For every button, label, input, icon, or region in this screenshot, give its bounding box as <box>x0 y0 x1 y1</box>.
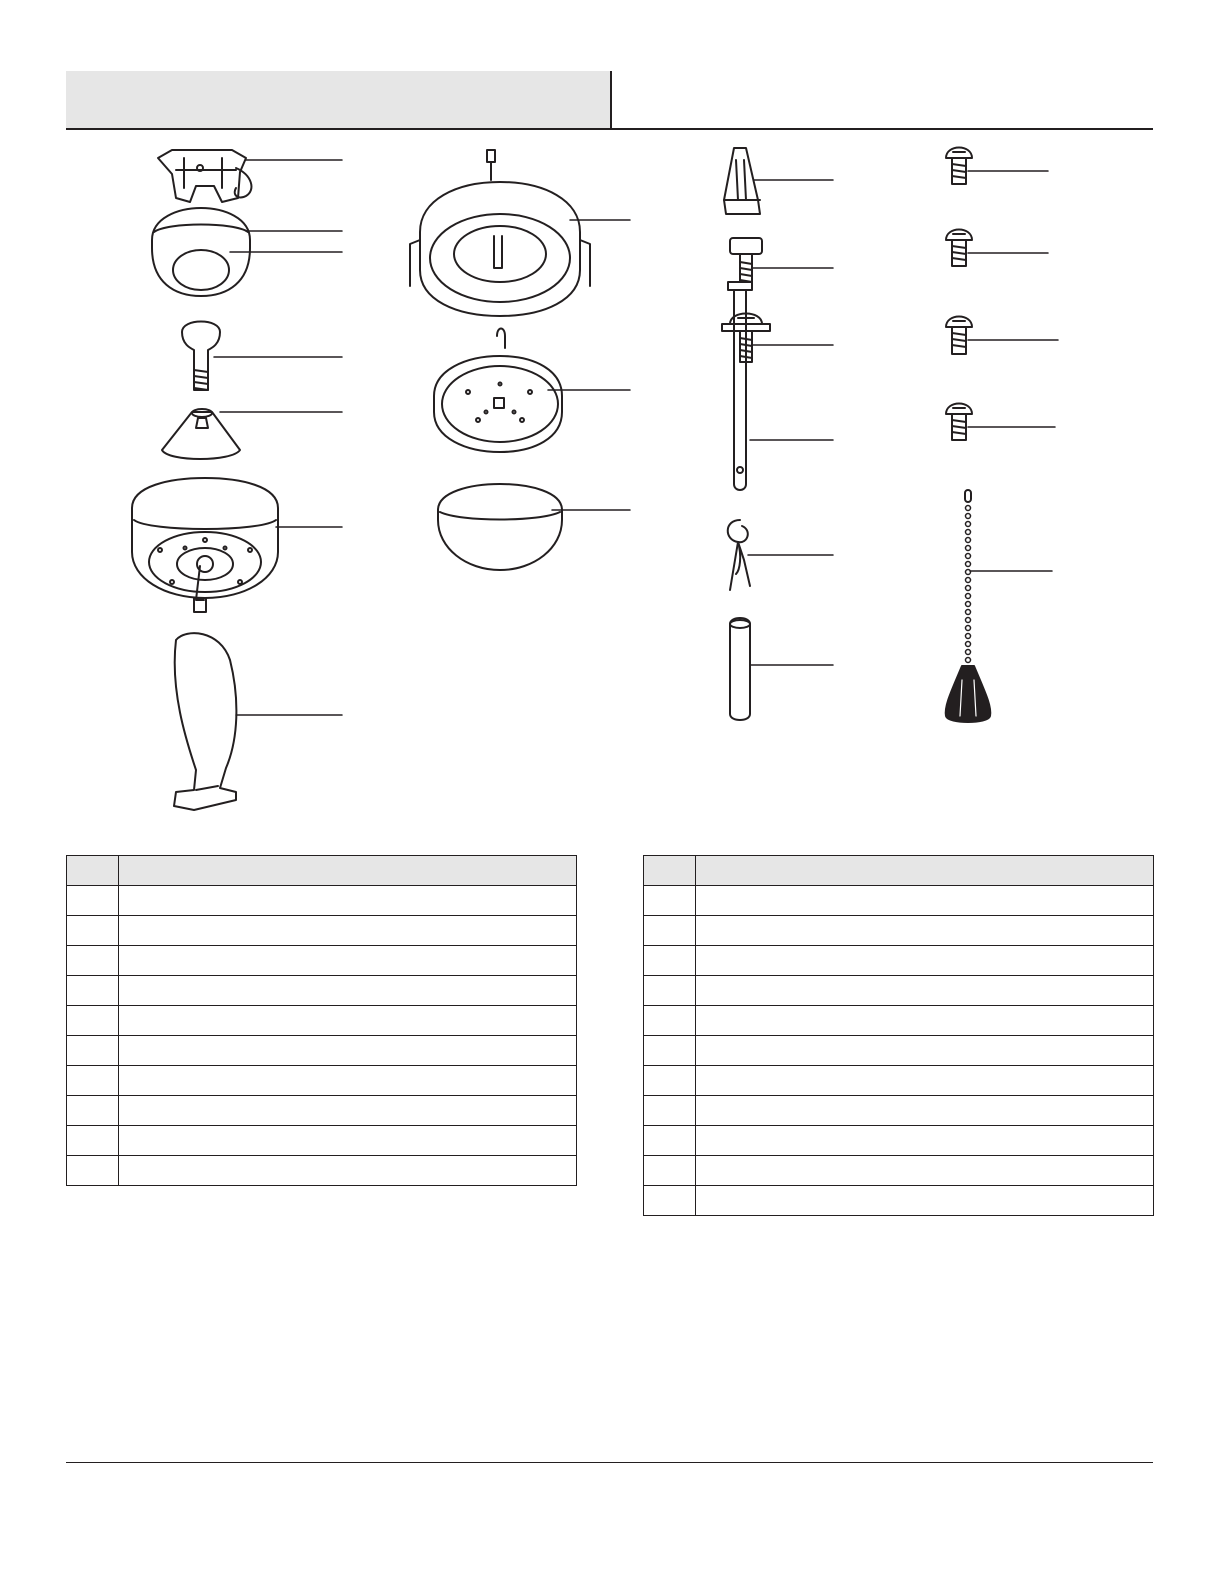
table-row <box>644 1066 1154 1096</box>
table-row <box>67 946 577 976</box>
part-cell <box>67 1006 119 1036</box>
parts-table-right <box>643 855 1154 1216</box>
table-row <box>67 1096 577 1126</box>
table-row <box>67 1036 577 1066</box>
table-row <box>644 886 1154 916</box>
description-cell <box>696 1066 1154 1096</box>
description-cell <box>119 1126 577 1156</box>
table-row <box>644 916 1154 946</box>
part-cell <box>644 1156 696 1186</box>
description-cell <box>696 1126 1154 1156</box>
table-row <box>644 1156 1154 1186</box>
part-cell <box>644 1036 696 1066</box>
description-cell <box>696 1036 1154 1066</box>
table-header-row <box>644 856 1154 886</box>
switch-housing-icon <box>410 150 630 316</box>
part-cell <box>644 1186 696 1216</box>
description-cell <box>696 886 1154 916</box>
table-row <box>644 1036 1154 1066</box>
canopy-icon <box>152 208 342 296</box>
table-row <box>67 1156 577 1186</box>
footer-rule <box>66 1462 1153 1463</box>
part-cell <box>67 886 119 916</box>
description-cell <box>696 1006 1154 1036</box>
col-description <box>119 856 577 886</box>
description-cell <box>696 1186 1154 1216</box>
thumb-screw-icon <box>730 238 833 284</box>
table-row <box>644 1126 1154 1156</box>
part-cell <box>67 1096 119 1126</box>
mounting-bracket-icon <box>158 150 342 202</box>
description-cell <box>119 1096 577 1126</box>
col-description <box>696 856 1154 886</box>
table-row <box>644 1096 1154 1126</box>
part-cell <box>67 916 119 946</box>
description-cell <box>119 1036 577 1066</box>
description-cell <box>696 946 1154 976</box>
table-row <box>67 886 577 916</box>
part-cell <box>644 916 696 946</box>
description-cell <box>696 1096 1154 1126</box>
part-cell <box>67 1156 119 1186</box>
part-cell <box>644 1066 696 1096</box>
screw-d-icon <box>946 404 1055 441</box>
col-part <box>644 856 696 886</box>
light-kit-plate-icon <box>434 329 630 453</box>
col-part <box>67 856 119 886</box>
screw-a-icon <box>946 148 1048 185</box>
part-cell <box>644 946 696 976</box>
table-row <box>67 1066 577 1096</box>
table-header-row <box>67 856 577 886</box>
parts-table-left <box>66 855 577 1186</box>
pull-chain-icon <box>946 490 1052 722</box>
part-cell <box>644 1096 696 1126</box>
part-cell <box>644 1006 696 1036</box>
part-cell <box>644 886 696 916</box>
part-cell <box>644 976 696 1006</box>
screw-b-icon <box>946 230 1048 267</box>
description-cell <box>696 916 1154 946</box>
downrod-icon <box>182 322 342 391</box>
description-cell <box>119 886 577 916</box>
table-row <box>67 1006 577 1036</box>
description-cell <box>696 976 1154 1006</box>
motor-assembly-icon <box>132 478 342 612</box>
glass-shade-icon <box>438 484 630 570</box>
description-cell <box>119 1006 577 1036</box>
blade-icon <box>174 633 342 810</box>
description-cell <box>696 1156 1154 1186</box>
table-row <box>644 1006 1154 1036</box>
part-cell <box>644 1126 696 1156</box>
table-row <box>644 1186 1154 1216</box>
table-row <box>67 1126 577 1156</box>
table-row <box>644 976 1154 1006</box>
description-cell <box>119 1066 577 1096</box>
pin-icon <box>730 618 833 720</box>
table-row <box>67 976 577 1006</box>
screw-c-icon <box>946 317 1058 355</box>
wire-connector-icon <box>724 148 833 214</box>
hairpin-clip-icon <box>728 520 833 590</box>
part-cell <box>67 1036 119 1066</box>
bracket-screw-icon <box>722 314 833 363</box>
table-row <box>67 916 577 946</box>
part-cell <box>67 946 119 976</box>
description-cell <box>119 976 577 1006</box>
description-cell <box>119 1156 577 1186</box>
part-cell <box>67 976 119 1006</box>
part-cell <box>67 1126 119 1156</box>
table-row <box>644 946 1154 976</box>
coupling-cover-icon <box>162 409 342 459</box>
description-cell <box>119 946 577 976</box>
part-cell <box>67 1066 119 1096</box>
description-cell <box>119 916 577 946</box>
